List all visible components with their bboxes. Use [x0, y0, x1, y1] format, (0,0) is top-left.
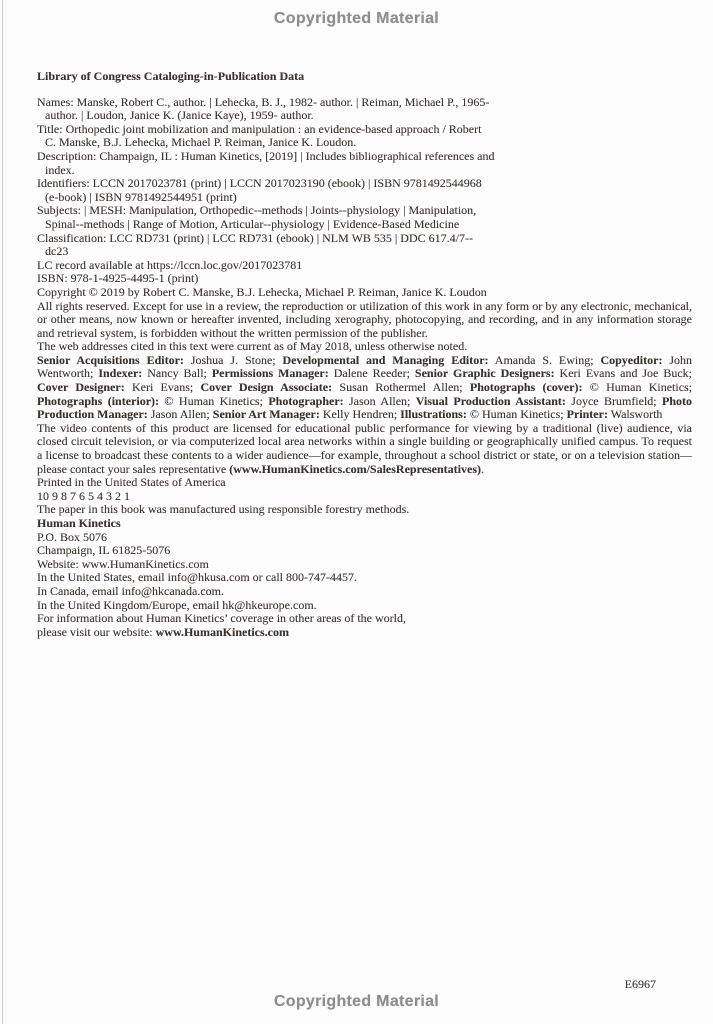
publisher-address-block	[37, 531, 692, 572]
print-run-numbers: 10 9 8 7 6 5 4 3 2 1	[37, 488, 130, 503]
world-coverage-note: For information about Human Kinetics’ coverage in other areas of the world, please visit our website: www.HumanKinetics.com	[37, 611, 406, 639]
print-code: E6967	[624, 977, 656, 991]
paper-note: The paper in this book was manufactured using responsible forestry methods.	[37, 502, 410, 517]
cip-entry-names: Names: Manske, Robert C., author. | Lehecka, B. J., 1982- author. | Reiman, Michael P., 1965- author. | Loudon, Janice K. (Janice Kaye), 1959- author.	[37, 94, 490, 123]
publisher-address-line: P.O. Box 5076	[37, 529, 108, 544]
credits-paragraph: Senior Acquisitions Editor: Joshua J. Stone; Developmental and Managing Editor: Amanda S. Ewing; Copyeditor: John Wentworth; Indexer: Nancy Ball; Permissions Manager: Dalene Reeder; Senior Graphic Designers: Keri Evans and Joe Buck; Cover Designer: Keri Evans; Cover Design Associate: Susan Rothermel Allen; Photographs (cover): © Human Kinetics; Photographs (interior): © Human Kinetics; Photographer: Jason Allen; Visual Production Assistant: Joyce Brumfield; Photo Production Manager: Jason Allen; Senior Art Manager: Kelly Hendren; Illustrations: © Human Kinetics; Printer: Walsworth	[37, 352, 693, 422]
lc-record-line: LC record available at https://lccn.loc.gov/2017023781	[37, 257, 303, 272]
contact-line-us: In the United States, email info@hkusa.com or call 800-747-4457.	[37, 570, 357, 585]
contact-line-canada: In Canada, email info@hkcanada.com.	[37, 583, 224, 598]
publisher-name: Human Kinetics	[37, 516, 121, 530]
cip-entry-classification: Classification: LCC RD731 (print) | LCC RD731 (ebook) | NLM WB 535 | DDC 617.4/7--dc23	[37, 230, 473, 259]
publisher-website-line: Website: www.HumanKinetics.com	[37, 556, 209, 571]
publisher-contact-block	[37, 571, 692, 612]
rights-paragraph: All rights reserved. Except for use in a review, the reproduction or utilization of this work in any form or by any electronic, mechanical, or other means, now known or hereafter invented, including xerography, photocopying, and recording, and in any information storage and retrieval system, is forbidden without the written permission of the publisher.	[37, 298, 692, 340]
cip-entry-title: Title: Orthopedic joint mobilization and manipulation : an evidence-based approach / Robert C. Manske, B.J. Lehecka, Michael P. Reiman, Janice K. Loudon.	[37, 121, 482, 150]
copyright-page-content	[37, 70, 692, 639]
publisher-address-line: Champaign, IL 61825-5076	[37, 543, 171, 558]
watermark-top: Copyrighted Material	[273, 10, 440, 27]
cip-entry-subjects: Subjects: | MESH: Manipulation, Orthopedic--methods | Joints--physiology | Manipulation, Spinal--methods | Range of Motion, Articular--physiology | Evidence-Based Medicine	[37, 203, 477, 231]
video-license-paragraph: The video contents of this product are licensed for educational public performance for viewing by a traditional (live) audience, via closed circuit television, or via computerized local area networks within a single building or geographically unified campus. To request a license to broadcast these contents to a wider audience—for example, throughout a school district or state, or on a television station—please contact your sales representative (www.HumanKinetics.com/SalesRepresentatives).	[37, 420, 692, 476]
cip-entry-identifiers: Identifiers: LCCN 2017023781 (print) | LCCN 2017023190 (ebook) | ISBN 9781492544968 (e-book) | ISBN 9781492544951 (print)	[37, 176, 482, 204]
cip-entry-description: Description: Champaign, IL : Human Kinetics, [2019] | Includes bibliographical references and index.	[37, 148, 495, 177]
copyright-line: Copyright © 2019 by Robert C. Manske, B.J. Lehecka, Michael P. Reiman, Janice K. Loudon	[37, 284, 487, 299]
cip-block	[37, 96, 495, 273]
web-addresses-note: The web addresses cited in this text were current as of May 2018, unless otherwise noted.	[37, 339, 468, 354]
isbn-line: ISBN: 978-1-4925-4495-1 (print)	[37, 271, 199, 286]
cip-heading: Library of Congress Cataloging-in-Publication Data	[37, 69, 305, 83]
page-edge-shadow	[2, 0, 3, 1024]
watermark-bottom: Copyrighted Material	[273, 993, 440, 1010]
printed-in-line: Printed in the United States of America	[37, 475, 226, 490]
contact-line-uk-europe: In the United Kingdom/Europe, email hk@hkeurope.com.	[37, 597, 317, 612]
